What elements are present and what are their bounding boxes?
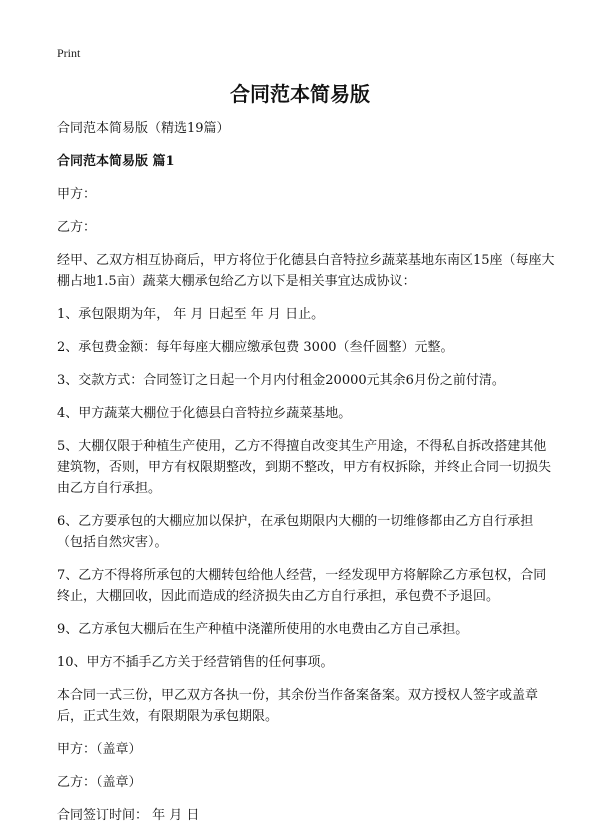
- clause-5: 5、大棚仅限于种植生产使用，乙方不得擅自改变其生产用途，不得私自拆改搭建其他建筑物，否则，甲方有权限期整改，到期不整改，甲方有权拆除，并终止合同一切损失由乙方自行承担。: [57, 439, 552, 496]
- clause-2: 2、承包费金额：每年每座大棚应缴承包费 3000（叁仟圆整）元整。: [57, 340, 454, 355]
- party-b-seal: 乙方：（盖章）: [57, 775, 142, 790]
- clause-6: 6、乙方要承包的大棚应加以保护，在承包期限内大棚的一切维修都由乙方自行承担（包括自然灾害）。: [57, 514, 534, 550]
- clause-4: 4、甲方蔬菜大棚位于化德县白音特拉乡蔬菜基地。: [57, 406, 352, 421]
- document-body: [57, 118, 557, 838]
- intro-paragraph: 经甲、乙双方相互协商后，甲方将位于化德县白音特拉乡蔬菜基地东南区15座（每座大棚占地1.5亩）蔬菜大棚承包给乙方以下是相关事宜达成协议：: [57, 253, 555, 289]
- closing-paragraph: 本合同一式三份，甲乙双方各执一份，其余份当作备案备案。双方授权人签字或盖章后，正式生效，有限期限为承包期限。: [57, 688, 539, 724]
- page-title: 合同范本简易版: [230, 82, 370, 106]
- clause-10: 10、甲方不插手乙方关于经营销售的任何事项。: [57, 655, 334, 670]
- section-heading: 合同范本简易版 篇1: [57, 154, 175, 169]
- subtitle: 合同范本简易版（精选19篇）: [57, 121, 230, 136]
- print-label[interactable]: Print: [57, 46, 81, 60]
- clause-9: 9、乙方承包大棚后在生产种植中浇灌所使用的水电费由乙方自己承担。: [57, 622, 469, 637]
- clause-3: 3、交款方式：合同签订之日起一个月内付租金20000元其余6月份之前付清。: [57, 373, 505, 388]
- signing-date: 合同签订时间： 年 月 日: [57, 808, 200, 823]
- party-a-seal: 甲方：（盖章）: [57, 742, 142, 757]
- clause-1: 1、承包限期为年， 年 月 日起至 年 月 日止。: [57, 307, 325, 322]
- party-a-line: 甲方：: [57, 187, 97, 202]
- clause-7: 7、乙方不得将所承包的大棚转包给他人经营，一经发现甲方将解除乙方承包权，合同终止，大棚回收，因此而造成的经济损失由乙方自行承担，承包费不予退回。: [57, 568, 547, 604]
- party-b-line: 乙方：: [57, 220, 97, 235]
